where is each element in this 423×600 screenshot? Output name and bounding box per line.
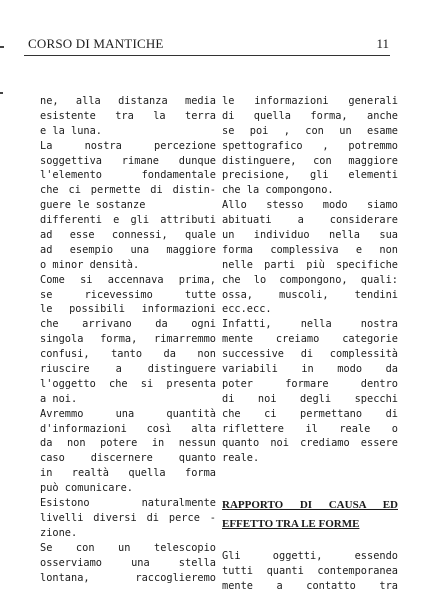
text-line: che ci permette di distin- <box>40 184 216 197</box>
text-line: Gli oggetti, essendo <box>222 549 398 562</box>
text-line: riflettere il reale o <box>222 422 398 435</box>
text-line: differenti e gli attributi <box>40 214 216 227</box>
scan-edge-mark <box>0 46 4 48</box>
text-line: guere le sostanze <box>40 199 146 212</box>
text-line: se ricevessimo tutte <box>40 288 216 301</box>
text-line: ossa, muscoli, tendini <box>222 288 398 301</box>
text-line: l'elemento fondamentale <box>40 169 216 182</box>
text-line: lontana, raccoglieremo <box>40 571 216 584</box>
text-line: precisione, gli elementi <box>222 169 398 182</box>
text-line: le possibili informazioni <box>40 303 216 316</box>
section-heading-line: EFFETTO TRA LE FORME <box>222 518 360 531</box>
section-heading-line: RAPPORTO DI CAUSA ED <box>222 499 398 512</box>
text-line: mente a contatto tra <box>222 579 398 592</box>
text-line: livelli diversi di perce - <box>40 511 216 524</box>
text-line: da non potere in nessun <box>40 437 216 450</box>
text-line: che arrivano da ogni <box>40 318 216 331</box>
text-line: La nostra percezione <box>40 139 216 152</box>
text-line: d'informazioni così alta <box>40 422 216 435</box>
text-line: Se con un telescopio <box>40 541 216 554</box>
text-line: ad esse connessi, quale <box>40 229 216 242</box>
text-line: in realtà quella forma <box>40 467 216 480</box>
text-line: ne, alla distanza media <box>40 95 216 107</box>
section-gap <box>222 481 398 496</box>
text-line: distinguere, con maggiore <box>222 154 398 167</box>
text-line: abituati a considerare <box>222 214 398 227</box>
right-column-body <box>222 94 398 466</box>
right-text-column <box>222 94 398 594</box>
text-line: Infatti, nella nostra <box>222 318 398 331</box>
text-line: l'oggetto che si presenta <box>40 377 216 390</box>
right-column-continuation <box>222 549 398 594</box>
text-line: caso discernere quanto <box>40 452 216 465</box>
text-line: osserviamo una stella <box>40 556 216 569</box>
left-text-column <box>40 94 216 585</box>
text-line: confusi, tanto da non <box>40 348 216 361</box>
text-line: o minor densità. <box>40 258 140 271</box>
text-line: riuscire a distinguere <box>40 363 216 376</box>
section-heading <box>222 496 398 534</box>
text-line: le informazioni generali <box>222 95 398 107</box>
text-line: a noi. <box>40 392 78 405</box>
text-line: esistente tra la terra <box>40 109 216 122</box>
text-line: successive di complessità <box>222 348 398 361</box>
text-line: mente creiamo categorie <box>222 333 398 346</box>
text-line: un individuo nella sua <box>222 229 398 242</box>
text-line: ad esempio una maggiore <box>40 243 216 256</box>
section-gap <box>222 466 398 481</box>
text-line: Come si accennava prima, <box>40 273 216 286</box>
running-title: CORSO DI MANTICHE <box>28 36 164 51</box>
text-line: se poi , con un esame <box>222 124 398 137</box>
text-line: spettografico , potremmo <box>222 139 398 152</box>
scan-edge-mark <box>0 92 3 94</box>
text-line: Esistono naturalmente <box>40 497 216 510</box>
text-line: forma complessiva e non <box>222 243 398 256</box>
text-line: e la luna. <box>40 124 102 137</box>
text-line: che ci permettano di <box>222 407 398 420</box>
text-line: che la compongono. <box>222 184 334 197</box>
text-line: che lo compongono, quali: <box>222 273 398 286</box>
text-line: Allo stesso modo siamo <box>222 199 398 212</box>
header-rule <box>24 55 390 56</box>
text-line: zione. <box>40 526 78 539</box>
text-line: di noi degli specchi <box>222 392 398 405</box>
section-gap <box>222 534 398 549</box>
text-line: quanto noi crediamo essere <box>222 437 398 450</box>
text-line: reale. <box>222 452 260 465</box>
text-line: ecc.ecc. <box>222 303 272 316</box>
text-line: può comunicare. <box>40 482 133 495</box>
text-line: Avremmo una quantità <box>40 407 216 420</box>
text-line: variabili in modo da <box>222 363 398 376</box>
page-number: 11 <box>376 36 389 51</box>
text-line: tutti quanti contemporanea <box>222 564 398 577</box>
text-line: nelle parti più specifiche <box>222 258 398 271</box>
text-line: poter formare dentro <box>222 377 398 390</box>
text-line: singola forma, rimarremmo <box>40 333 216 346</box>
text-line: soggettiva rimane dunque <box>40 154 216 167</box>
text-line: di quella forma, anche <box>222 109 398 122</box>
